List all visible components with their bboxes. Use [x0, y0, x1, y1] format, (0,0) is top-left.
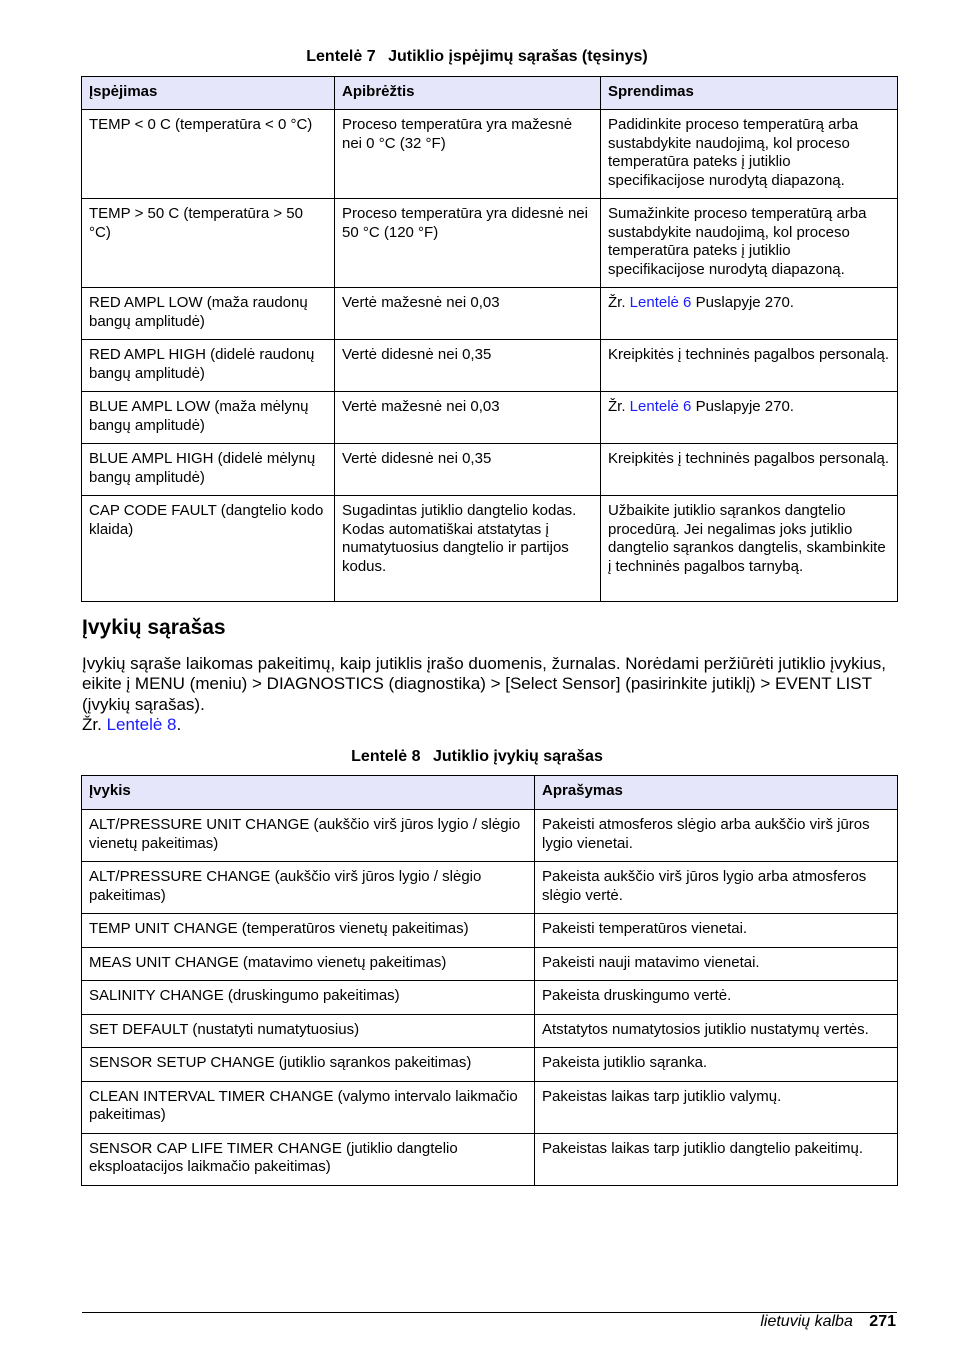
table-cell: Pakeisti atmosferos slėgio arba aukščio virš jūros lygio vienetai.	[535, 810, 898, 862]
table-cell: Pakeista druskingumo vertė.	[535, 981, 898, 1015]
cell-text: Žr.	[608, 398, 630, 415]
page-footer	[760, 1313, 896, 1331]
table-cell: RED AMPL LOW (maža raudonų bangų amplitudė)	[82, 288, 335, 340]
reference-suffix: .	[176, 715, 182, 735]
table-cell: Vertė didesnė nei 0,35	[335, 340, 601, 392]
section-paragraph	[82, 654, 902, 736]
table-row	[82, 810, 898, 862]
table7-caption-title: Jutiklio įspėjimų sąrašas (tęsinys)	[388, 48, 648, 65]
table-row	[82, 288, 898, 340]
table8-caption	[0, 748, 954, 766]
table-cell: Atstatytos numatytosios jutiklio nustatymų vertės.	[535, 1014, 898, 1048]
table-cell	[601, 392, 898, 444]
table8-caption-title: Jutiklio įvykių sąrašas	[432, 748, 603, 765]
table-cell: Kreipkitės į techninės pagalbos personalą.	[601, 444, 898, 496]
table-cell: CAP CODE FAULT (dangtelio kodo klaida)	[82, 496, 335, 602]
table-cell: SENSOR SETUP CHANGE (jutiklio sąrankos pakeitimas)	[82, 1048, 535, 1082]
section-heading: Įvykių sąrašas	[82, 616, 226, 639]
table-cell: Proceso temperatūra yra mažesnė nei 0 °C (32 °F)	[335, 110, 601, 199]
table-cell: Užbaikite jutiklio sąrankos dangtelio procedūrą. Jei negalimas joks jutiklio dangtelio sąrankos dangtelis, skambinkite į techninės pagalbos tarnybą.	[601, 496, 898, 602]
table-cell: BLUE AMPL LOW (maža mėlynų bangų amplitudė)	[82, 392, 335, 444]
table-cell: RED AMPL HIGH (didelė raudonų bangų amplitudė)	[82, 340, 335, 392]
table-cell: Pakeista aukščio virš jūros lygio arba atmosferos slėgio vertė.	[535, 862, 898, 914]
table-row	[82, 1048, 898, 1082]
table-header-row	[82, 776, 898, 810]
table-cell: Pakeistas laikas tarp jutiklio dangtelio pakeitimų.	[535, 1133, 898, 1185]
footer-language: lietuvių kalba	[760, 1313, 853, 1330]
table-cell: CLEAN INTERVAL TIMER CHANGE (valymo intervalo laikmačio pakeitimas)	[82, 1081, 535, 1133]
table-cell: Proceso temperatūra yra didesnė nei 50 °C (120 °F)	[335, 199, 601, 288]
column-header: Įvykis	[82, 776, 535, 810]
table-row	[82, 340, 898, 392]
table-cell: SET DEFAULT (nustatyti numatytuosius)	[82, 1014, 535, 1048]
table-row	[82, 981, 898, 1015]
table-row	[82, 914, 898, 948]
table-header-row	[82, 77, 898, 110]
table-cell: Pakeista jutiklio sąranka.	[535, 1048, 898, 1082]
table-cell: Vertė mažesnė nei 0,03	[335, 288, 601, 340]
table-cell: BLUE AMPL HIGH (didelė mėlynų bangų amplitudė)	[82, 444, 335, 496]
table-row	[82, 1014, 898, 1048]
paragraph-reference	[82, 715, 902, 735]
cell-text: Žr.	[608, 294, 630, 311]
page-number: 271	[869, 1313, 896, 1330]
table-row	[82, 392, 898, 444]
table8-link[interactable]: Lentelė 8	[106, 715, 177, 735]
table-cell: TEMP UNIT CHANGE (temperatūros vienetų pakeitimas)	[82, 914, 535, 948]
events-table	[81, 775, 898, 1186]
table8-caption-number: Lentelė 8	[351, 748, 421, 765]
column-header: Sprendimas	[601, 77, 898, 110]
table-cell: MEAS UNIT CHANGE (matavimo vienetų pakeitimas)	[82, 947, 535, 981]
table-cell: SALINITY CHANGE (druskingumo pakeitimas)	[82, 981, 535, 1015]
table-cell: Vertė didesnė nei 0,35	[335, 444, 601, 496]
table-row	[82, 1081, 898, 1133]
table-cell: Kreipkitės į techninės pagalbos personalą.	[601, 340, 898, 392]
table-cell: TEMP > 50 C (temperatūra > 50 °C)	[82, 199, 335, 288]
reference-prefix: Žr.	[82, 715, 107, 735]
table-cell: ALT/PRESSURE UNIT CHANGE (aukščio virš jūros lygio / slėgio vienetų pakeitimas)	[82, 810, 535, 862]
table-cell: ALT/PRESSURE CHANGE (aukščio virš jūros lygio / slėgio pakeitimas)	[82, 862, 535, 914]
table-cell	[601, 288, 898, 340]
table-cell: Pakeisti nauji matavimo vienetai.	[535, 947, 898, 981]
table-row	[82, 444, 898, 496]
table-row	[82, 496, 898, 602]
table-row	[82, 862, 898, 914]
table-cell: Pakeistas laikas tarp jutiklio valymų.	[535, 1081, 898, 1133]
table-cell: Pakeisti temperatūros vienetai.	[535, 914, 898, 948]
table-row	[82, 199, 898, 288]
paragraph-text: Įvykių sąraše laikomas pakeitimų, kaip jutiklis įrašo duomenis, žurnalas. Norėdami peržiūrėti jutiklio įvykius, eikite į MENU (meniu) > DIAGNOSTICS (diagnostika) > [Select Sensor] (pasirinkite jutiklį) > EVENT LIST (įvykių sąrašas).	[82, 654, 887, 714]
table-row	[82, 1133, 898, 1185]
table-cell: Padidinkite proceso temperatūrą arba sustabdykite naudojimą, kol proceso temperatūra pateks į jutiklio specifikacijose nurodytą diapazoną.	[601, 110, 898, 199]
cell-text: Puslapyje 270.	[691, 398, 794, 415]
column-header: Aprašymas	[535, 776, 898, 810]
table-cell: Sumažinkite proceso temperatūrą arba sustabdykite naudojimą, kol proceso temperatūra pateks į jutiklio specifikacijose nurodytą diapazoną.	[601, 199, 898, 288]
column-header: Įspėjimas	[82, 77, 335, 110]
warnings-table	[81, 76, 898, 602]
table6-link[interactable]: Lentelė 6	[629, 398, 692, 415]
table7-caption-number: Lentelė 7	[306, 48, 376, 65]
table-cell: Vertė mažesnė nei 0,03	[335, 392, 601, 444]
table6-link[interactable]: Lentelė 6	[629, 294, 692, 311]
cell-text: Puslapyje 270.	[691, 294, 794, 311]
table-row	[82, 947, 898, 981]
table-cell: TEMP < 0 C (temperatūra < 0 °C)	[82, 110, 335, 199]
table-cell: SENSOR CAP LIFE TIMER CHANGE (jutiklio dangtelio eksploatacijos laikmačio pakeitimas)	[82, 1133, 535, 1185]
column-header: Apibrėžtis	[335, 77, 601, 110]
table7-caption	[0, 48, 954, 66]
table-row	[82, 110, 898, 199]
table-cell: Sugadintas jutiklio dangtelio kodas. Kodas automatiškai atstatytas į numatytuosius dangtelio ir partijos kodus.	[335, 496, 601, 602]
